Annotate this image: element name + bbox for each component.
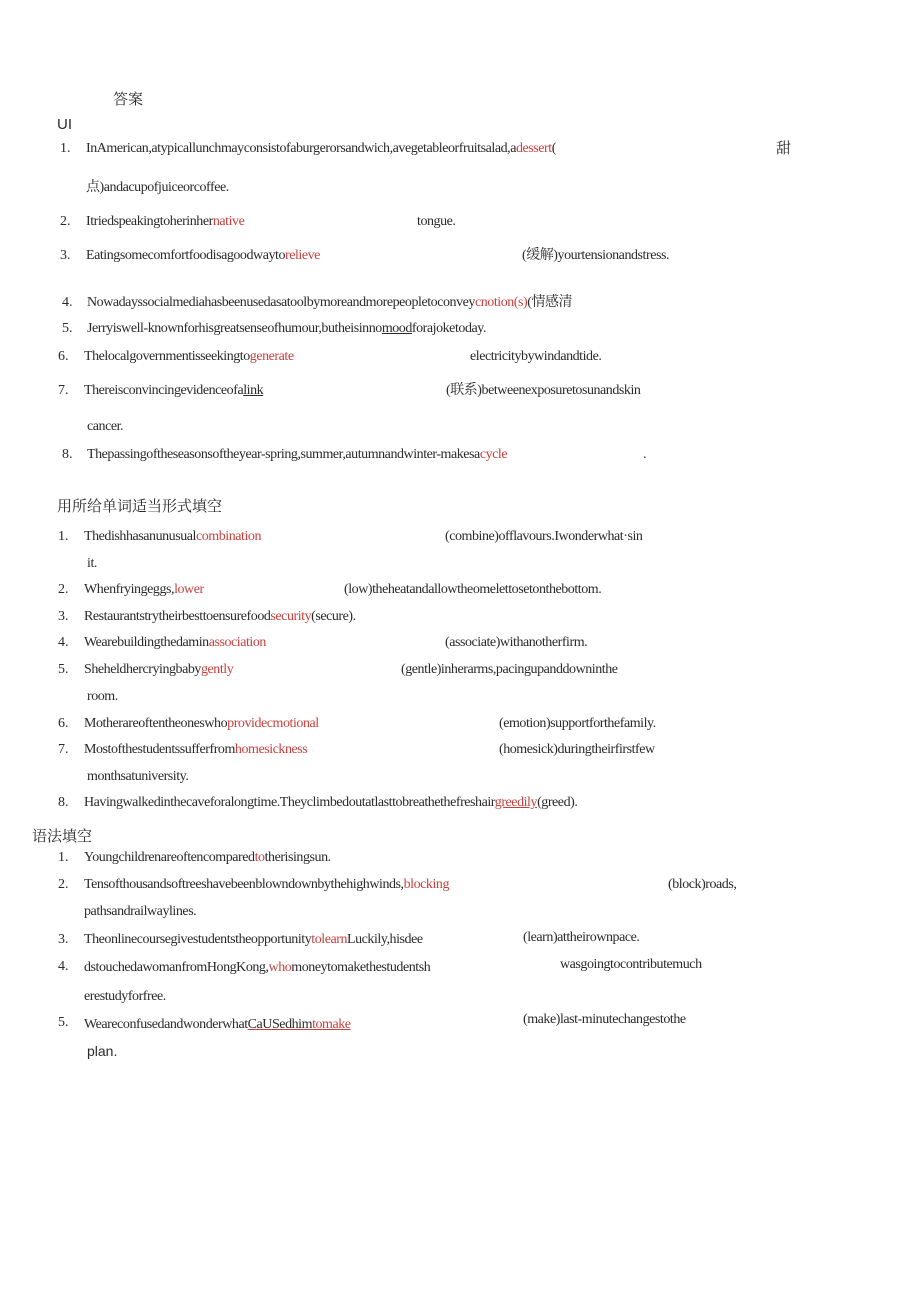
- hint-text: 甜: [776, 139, 792, 157]
- question-line: [87, 320, 486, 338]
- item-number: 5.: [62, 321, 73, 336]
- item-number: 1.: [58, 850, 69, 865]
- item-number: 3.: [58, 609, 69, 624]
- answer-text: security: [270, 609, 312, 624]
- answer-text: blocking: [403, 877, 450, 892]
- answer-text: tomake: [312, 1017, 351, 1032]
- item-number: 8.: [58, 795, 69, 810]
- question-text: (联系)betweenexposuretosunandskin: [446, 383, 641, 398]
- question-line: [84, 715, 319, 733]
- question-text: (homesick)duringtheirfirstfew: [499, 742, 655, 757]
- question-line: [84, 931, 423, 949]
- question-text: Eatingsomecomfortfoodisagoodwayto: [86, 248, 285, 263]
- question-line: [84, 528, 261, 546]
- question-text: .: [643, 447, 647, 462]
- question-text: Whenfryingeggs,: [84, 582, 175, 597]
- question-line: [87, 294, 572, 312]
- question-line: [87, 446, 507, 464]
- question-text: (gentle)inherarms,pacingupanddowninthe: [401, 662, 618, 677]
- answer-text: relieve: [285, 248, 320, 263]
- item-number: 6.: [58, 349, 69, 364]
- question-text: Wearebuildingthedamin: [84, 635, 209, 650]
- question-text: Theonlinecoursegivestudentstheopportunity: [84, 932, 312, 947]
- question-continuation: 点)andacupofjuiceorcoffee.: [86, 180, 229, 195]
- question-line: [86, 213, 244, 231]
- question-text: dstouchedawomanfromHongKong,: [84, 960, 269, 975]
- question-line: [84, 959, 430, 977]
- question-text: (secure).: [311, 609, 356, 624]
- question-line: [84, 581, 204, 599]
- answer-text: gently: [200, 662, 234, 677]
- question-line: [84, 634, 266, 652]
- question-text: (make)last-minutechangestothe: [523, 1012, 686, 1027]
- answer-text: who: [268, 960, 292, 975]
- question-text: (block)roads,: [668, 877, 737, 892]
- question-continuation: it.: [87, 556, 97, 571]
- section-heading: 用所给单词适当形式填空: [57, 497, 223, 515]
- question-line: [86, 247, 320, 265]
- answer-text: CaUSedhim: [247, 1017, 313, 1032]
- question-continuation: room.: [87, 689, 118, 704]
- answer-text: greedily: [494, 795, 538, 810]
- question-text: Nowadayssocialmediahasbeenusedasatoolbymoreandmorepeopletoconvey: [87, 295, 475, 310]
- question-text: Weareconfusedandwonderwhat: [84, 1017, 248, 1032]
- question-text: Motherareoftentheoneswho: [84, 716, 228, 731]
- answer-text: link: [243, 383, 264, 398]
- question-line: [84, 794, 577, 812]
- question-line: [84, 348, 294, 366]
- answer-text: combination: [195, 529, 262, 544]
- question-line: [84, 1016, 351, 1034]
- item-number: 1.: [58, 529, 69, 544]
- item-number: 7.: [58, 383, 69, 398]
- question-text: InAmerican,atypicallunchmayconsistofaburgerorsandwich,avegetableorfruitsalad,a: [86, 141, 516, 156]
- question-line: [84, 876, 449, 894]
- item-number: 2.: [58, 877, 69, 892]
- answer-text: providecmotional: [227, 716, 319, 731]
- question-text: Mostofthestudentssufferfrom: [84, 742, 235, 757]
- item-number: 4.: [58, 635, 69, 650]
- question-text: (情感清: [527, 295, 573, 310]
- question-text: moneytomakethestudentsh: [291, 960, 431, 975]
- question-line: [84, 849, 331, 867]
- question-text: Sheheldhercryingbaby: [84, 662, 201, 677]
- question-text: Luckily,hisdee: [347, 932, 423, 947]
- question-continuation: plan.: [87, 1043, 118, 1059]
- item-number: 5.: [58, 662, 69, 677]
- question-text: Itriedspeakingtoherinher: [86, 214, 213, 229]
- answer-text: dessert: [515, 141, 552, 156]
- answer-text: tolearn: [311, 932, 348, 947]
- question-text: Thereisconvincingevidenceofa: [84, 383, 244, 398]
- item-number: 8.: [62, 447, 73, 462]
- question-text: (emotion)supportforthefamily.: [499, 716, 656, 731]
- section-label: UI: [57, 116, 72, 133]
- question-text: Restaurantstrytheirbesttoensurefood: [84, 609, 271, 624]
- question-text: forajoketoday.: [411, 321, 486, 336]
- item-number: 7.: [58, 742, 69, 757]
- question-continuation: cancer.: [87, 419, 124, 434]
- question-text: (low)theheatandallowtheomelettosetonthebottom.: [344, 582, 602, 597]
- question-text: (: [551, 141, 556, 156]
- item-number: 4.: [58, 959, 69, 974]
- question-text: Havingwalkedinthecaveforalongtime.Theyclimbedoutatlasttobreathethefreshair: [84, 795, 495, 810]
- question-text: (learn)attheirownpace.: [523, 930, 640, 945]
- question-text: Jerryiswell-knownforhisgreatsenseofhumour,butheisinno: [87, 321, 382, 336]
- item-number: 4.: [62, 295, 73, 310]
- answer-text: lower: [174, 582, 204, 597]
- question-text: therisingsun.: [264, 850, 331, 865]
- question-line: [84, 741, 307, 759]
- answer-text: generate: [249, 349, 294, 364]
- item-number: 6.: [58, 716, 69, 731]
- item-number: 1.: [60, 141, 71, 156]
- question-text: Thepassingoftheseasonsoftheyear-spring,summer,autumnandwinter-makesa: [87, 447, 480, 462]
- question-line: [84, 608, 356, 626]
- item-number: 2.: [58, 582, 69, 597]
- answer-text: homesickness: [234, 742, 308, 757]
- question-text: (associate)withanotherfirm.: [445, 635, 588, 650]
- page-title: 答案: [113, 90, 144, 108]
- answer-text: to: [254, 850, 265, 865]
- answer-text: cycle: [479, 447, 508, 462]
- question-line: [84, 382, 263, 400]
- question-text: tongue.: [417, 214, 456, 229]
- question-text: wasgoingtocontributemuch: [560, 957, 702, 972]
- answer-text: association: [208, 635, 266, 650]
- answer-text: mood: [381, 321, 412, 336]
- question-continuation: monthsatuniversity.: [87, 769, 189, 784]
- answer-text: cnotion(s): [474, 295, 528, 310]
- item-number: 5.: [58, 1015, 69, 1030]
- question-line: [84, 661, 233, 679]
- question-text: Tensofthousandsoftreeshavebeenblowndownbythehighwinds,: [84, 877, 404, 892]
- question-text: (缓解)yourtensionandstress.: [522, 248, 670, 263]
- item-number: 2.: [60, 214, 71, 229]
- item-number: 3.: [58, 932, 69, 947]
- question-line: [86, 140, 556, 158]
- question-text: (greed).: [537, 795, 578, 810]
- question-text: Thelocalgovernmentisseekingto: [84, 349, 250, 364]
- question-text: Thedishhasanunusual: [84, 529, 196, 544]
- answer-text: native: [212, 214, 245, 229]
- question-continuation: pathsandrailwaylines.: [84, 904, 197, 919]
- question-text: Youngchildrenareoftencompared: [84, 850, 255, 865]
- section-heading: 语法填空: [32, 827, 93, 845]
- question-continuation: erestudyforfree.: [84, 989, 166, 1004]
- question-text: electricitybywindandtide.: [470, 349, 602, 364]
- question-text: (combine)offlavours.Iwonderwhat·sin: [445, 529, 643, 544]
- item-number: 3.: [60, 248, 71, 263]
